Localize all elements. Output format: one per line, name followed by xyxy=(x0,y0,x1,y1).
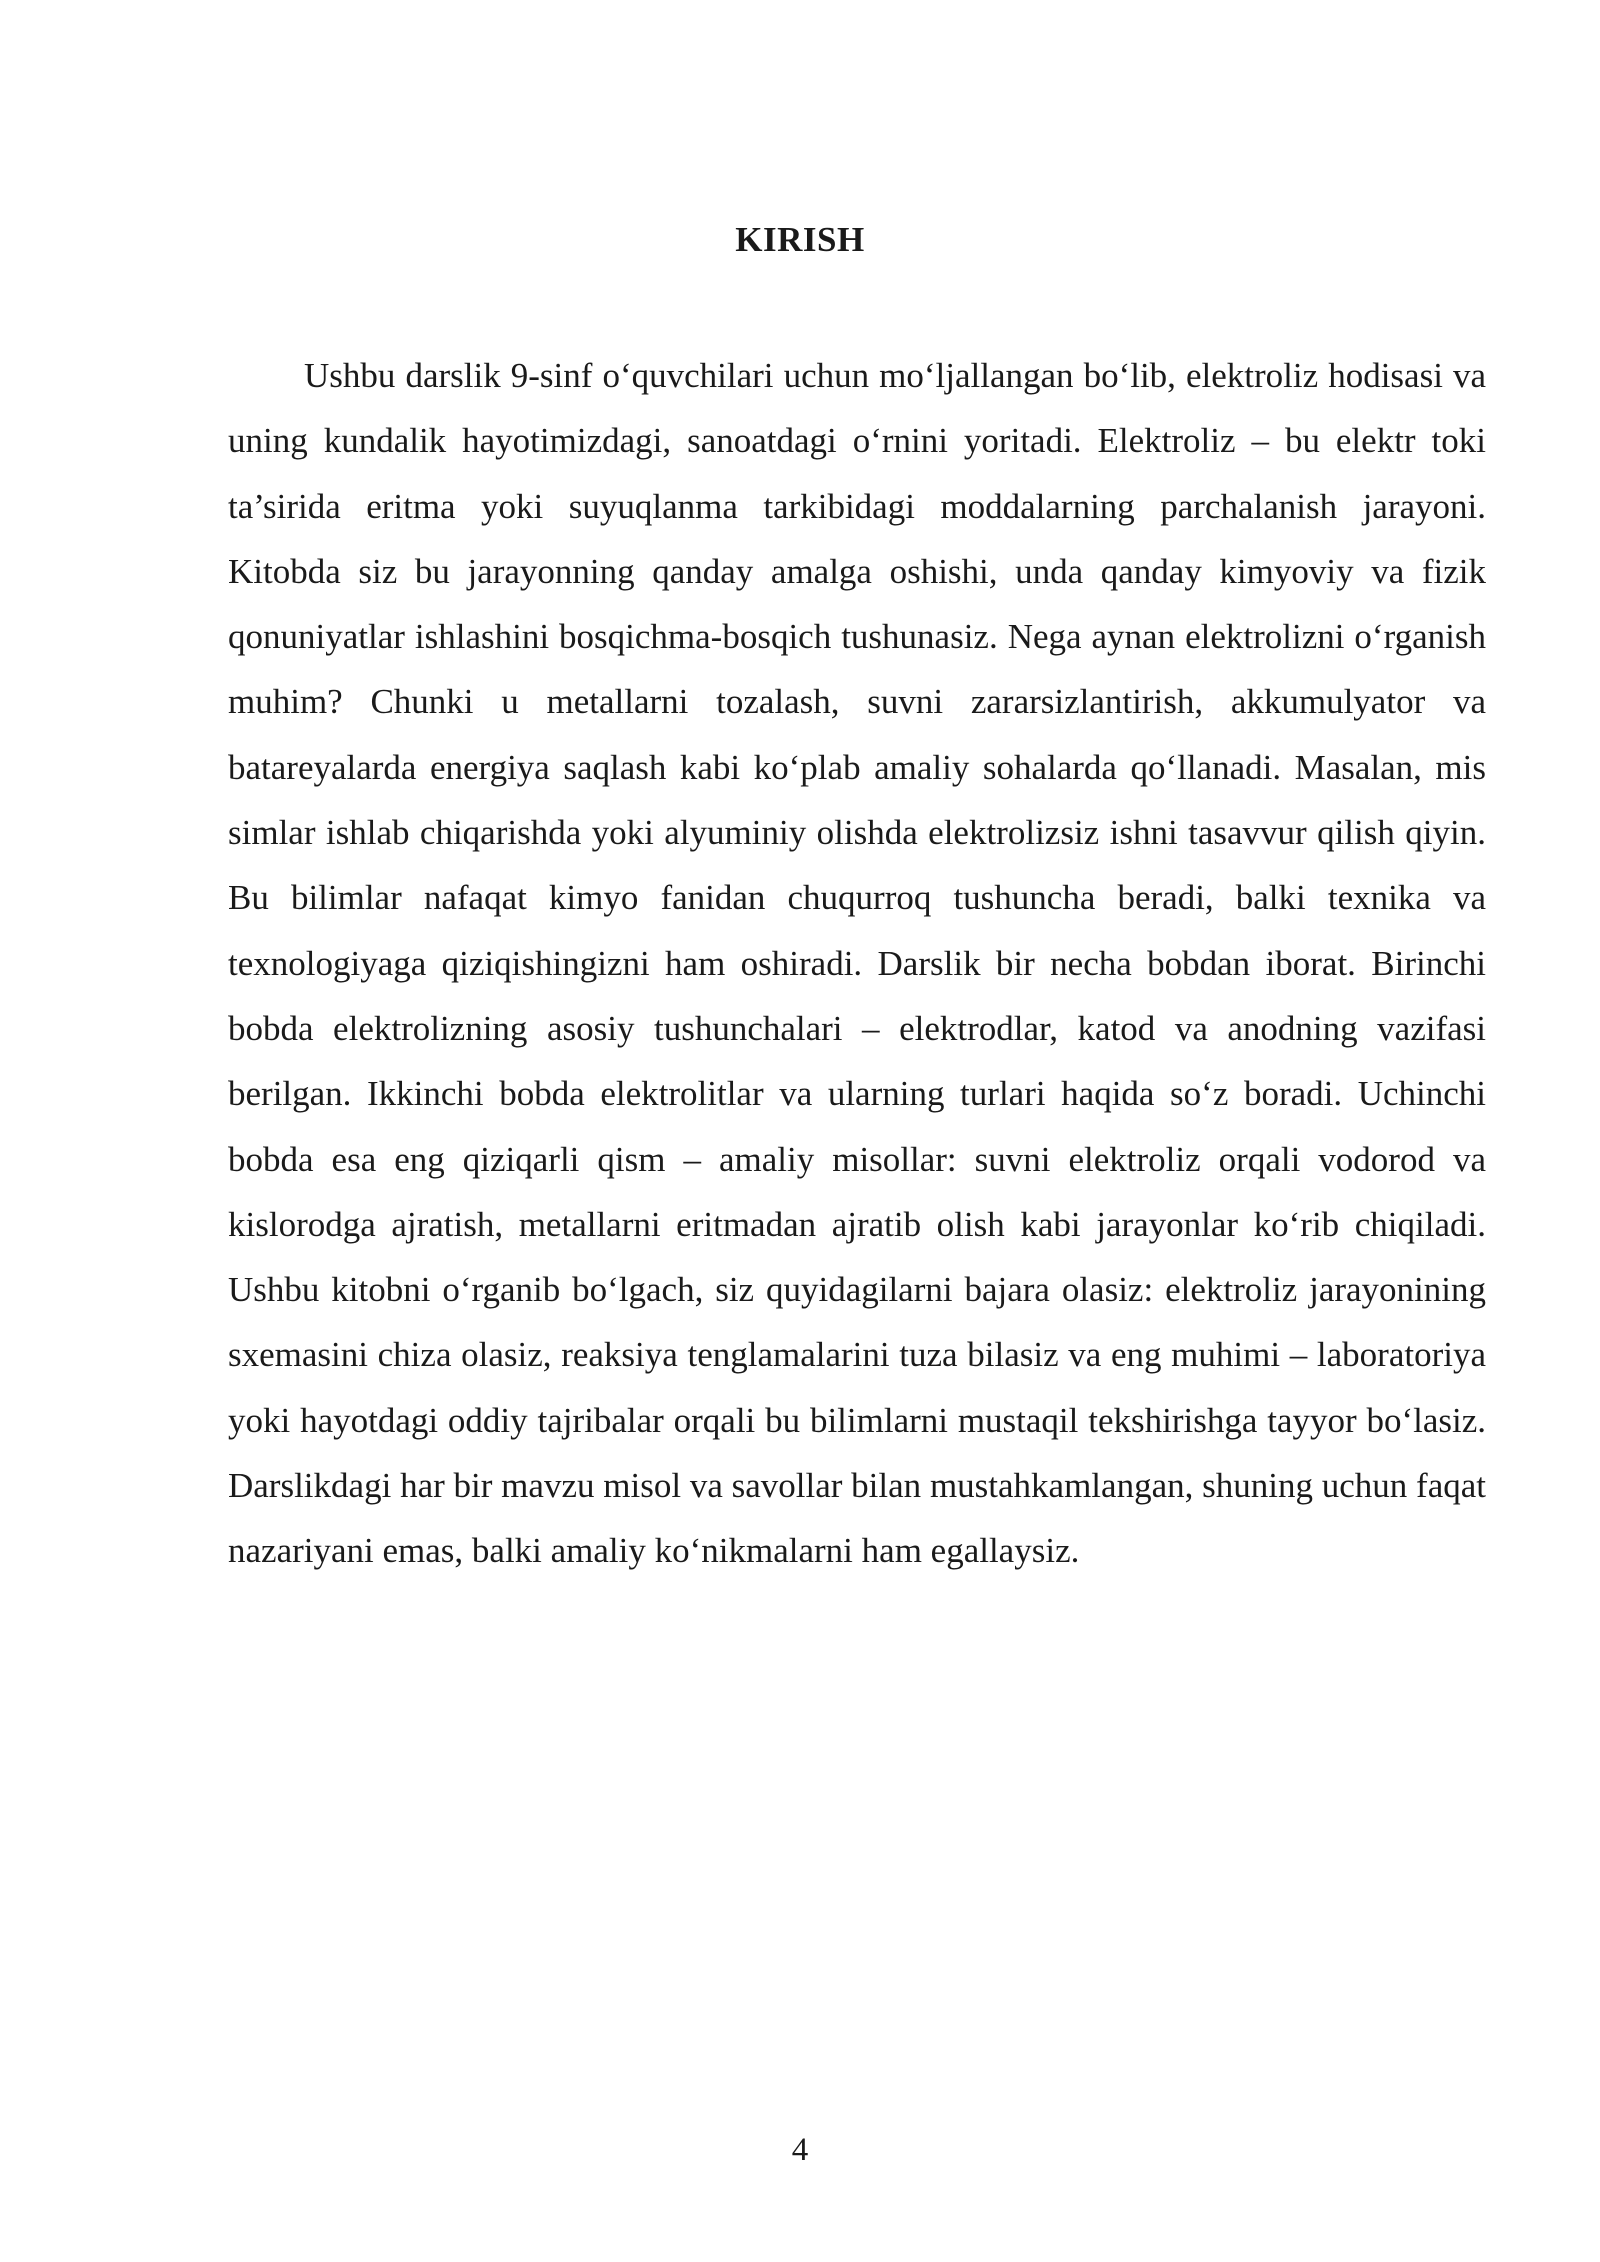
body-paragraph: Ushbu darslik 9-sinf o‘quvchilari uchun mo‘ljallangan bo‘lib, elektroliz hodisasi va uning kundalik hayotimizdagi, sanoatdagi o‘rnini yoritadi. Elektroliz – bu elektr toki ta’sirida eritma yoki suyuqlanma tarkibidagi moddalarning parchalanish jarayoni. Kitobda siz bu jarayonning qanday amalga oshishi, unda qanday kimyoviy va fizik qonuniyatlar ishlashini bosqichma-bosqich tushunasiz. Nega aynan elektrolizni o‘rganish muhim? Chunki u metallarni tozalash, suvni zararsizlantirish, akkumulyator va batareyalarda energiya saqlash kabi ko‘plab amaliy sohalarda qo‘llanadi. Masalan, mis simlar ishlab chiqarishda yoki alyuminiy olishda elektrolizsiz ishni tasavvur qilish qiyin. Bu bilimlar nafaqat kimyo fanidan chuqurroq tushuncha beradi, balki texnika va texnologiyaga qiziqishingizni ham oshiradi. Darslik bir necha bobdan iborat. Birinchi bobda elektrolizning asosiy tushunchalari – elektrodlar, katod va anodning vazifasi berilgan. Ikkinchi bobda elektrolitlar va ularning turlari haqida so‘z boradi. Uchinchi bobda esa eng qiziqarli qism – amaliy misollar: suvni elektroliz orqali vodorod va kislorodga ajratish, metallarni eritmadan ajratib olish kabi jarayonlar ko‘rib chiqiladi. Ushbu kitobni o‘rganib bo‘lgach, siz quyidagilarni bajara olasiz: elektroliz jarayonining sxemasini chiza olasiz, reaksiya tenglamalarini tuza bilasiz va eng muhimi – laboratoriya yoki hayotdagi oddiy tajribalar orqali bu bilimlarni mustaqil tekshirishga tayyor bo‘lasiz. Darslikdagi har bir mavzu misol va savollar bilan mustahkamlangan, shuning uchun faqat nazariyani emas, balki amaliy ko‘nikmalarni ham egallaysiz. xyxy=(228,356,1486,1571)
page-title: KIRISH xyxy=(735,220,865,259)
page-number: 4 xyxy=(791,2132,809,2168)
